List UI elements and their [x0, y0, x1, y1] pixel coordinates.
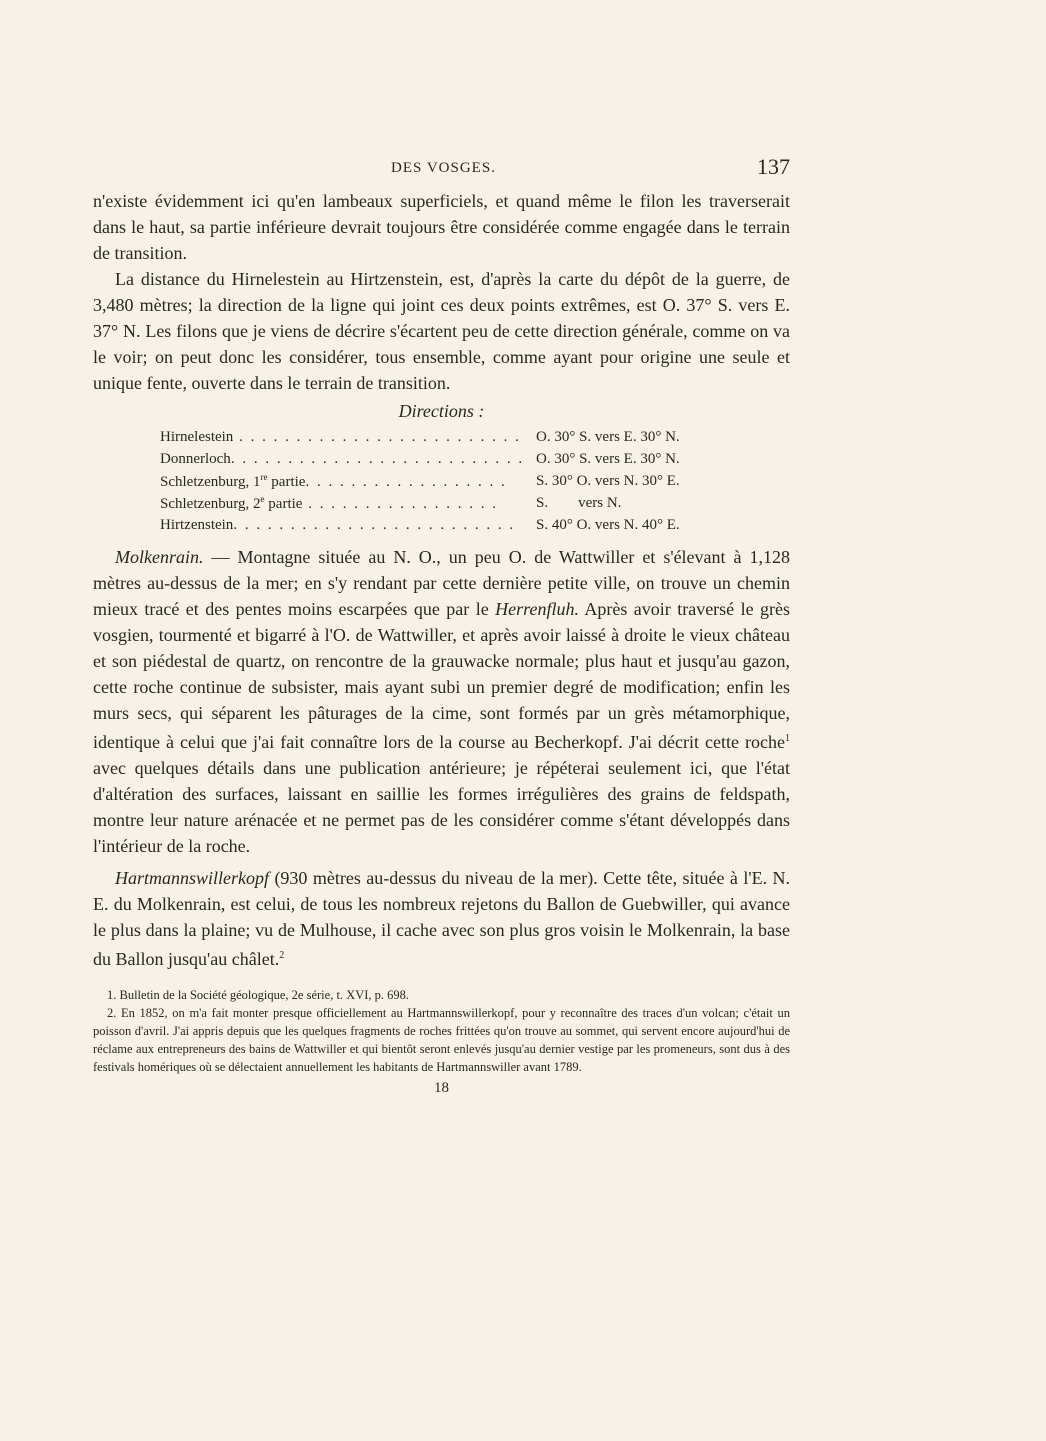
directions-row	[160, 448, 708, 470]
footnote-1: 1. Bulletin de la Société géologique, 2e série, t. XVI, p. 698.	[107, 988, 410, 1002]
leader-dots: . . . . . . . . . . . . . . . . . . . . . . . . .	[233, 516, 516, 533]
ordinal-suffix: re	[260, 471, 268, 482]
page-number: 137	[757, 154, 790, 179]
place-part: partie	[267, 473, 306, 490]
footnote-ref-1: 1	[785, 733, 790, 744]
directions-caption: Directions :	[398, 401, 485, 421]
directions-row	[160, 426, 708, 448]
molkenrain-text-a: — Montagne située au N. O., un peu O. de Wattwiller et s'élevant à 1,128 mètres au-dessus de la mer; en s'y rendant par cette dernière petite ville, on trouve un chemin mieux tracé et des pentes moins escarpées que par le	[93, 547, 790, 619]
leader-dots: . . . . . . . . . . . . . . . . . . . . . . . . . .	[230, 450, 525, 467]
footnote-2: 2. En 1852, on m'a fait monter presque officiellement au Hartmannswillerkopf, pour y reconnaître des traces d'un volcan; c'était un poisson d'avril. J'ai appris depuis que les quelques fragments de roches frittées qu'on trouve au sommet, qui servent encore aujourd'hui de réclame aux entrepreneurs des bains de Wattwiller et qui bientôt seront enlevés jusqu'au dernier vestige par les promeneurs, sont dus à des festivals homériques où se délectaient annuellement les habitants de Hartmannswiller avant 1789.	[93, 1006, 790, 1074]
molkenrain-text-c: avec quelques détails dans une publication antérieure; je répéterai seulement ici, que l'état d'altération des surfaces, laissant en saillie les formes irrégulières des grains de feldspath, montre leur nature arénacée et ne permet pas de les considérer comme s'étant développés dans l'intérieur de la roche.	[93, 758, 790, 856]
paragraph-distance: La distance du Hirnelestein au Hirtzenstein, est, d'après la carte du dépôt de la guerre, de 3,480 mètres; la direction de la ligne qui joint ces deux points extrêmes, est O. 37° S. vers E. 37° N. Les filons que je viens de décrire s'écartent peu de cette direction générale, comme on va le voir; on peut donc les considérer, tous ensemble, comme ayant pour origine une seule et unique fente, ouverte dans le terrain de transition.	[93, 269, 790, 393]
paragraph-molkenrain	[93, 544, 790, 859]
leader-dots: . . . . . . . . . . . . . . . . . . . . . . . . .	[233, 428, 521, 445]
place-name: Hirtzenstein	[160, 516, 234, 533]
leader-dots: . . . . . . . . . . . . . . . . .	[302, 495, 498, 512]
molkenrain-text-b: Après avoir traversé le grès vosgien, tourmenté et bigarré à l'O. de Wattwiller, et après avoir laissé à droite le vieux château et son piédestal de quartz, on rencontre de la grauwacke normale; plus haut et jusqu'au gazon, cette roche continue de subsister, mais ayant subi un premier degré de modification; enfin les murs secs, qui séparent les pâturages de la cime, sont formés par un grès métamorphique, identique à celui que j'ai fait connaître lors de la course au Becherkopf. J'ai décrit cette roche	[93, 599, 791, 752]
molkenrain-title: Molkenrain.	[115, 547, 204, 567]
direction-place	[160, 470, 530, 492]
direction-place	[160, 426, 530, 448]
place-name: Hirnelestein	[160, 428, 234, 445]
ordinal-suffix: e	[260, 493, 265, 504]
signature-mark: 18	[434, 1080, 449, 1096]
direction-place	[160, 448, 530, 470]
running-title: DES VOSGES.	[391, 160, 496, 176]
direction-place	[160, 514, 530, 536]
place-name: Donnerloch	[160, 450, 231, 467]
direction-value: S. 30° O. vers N. 30° E.	[536, 472, 680, 489]
footnotes	[93, 986, 790, 1076]
direction-value: O. 30° S. vers E. 30° N.	[536, 450, 680, 467]
place-name: Schletzenburg, 2	[160, 495, 261, 512]
direction-value: O. 30° S. vers E. 30° N.	[536, 428, 680, 445]
hartmannswillerkopf-title: Hartmannswillerkopf	[115, 868, 270, 888]
direction-value: S. 40° O. vers N. 40° E.	[536, 516, 680, 533]
place-part: partie	[264, 495, 303, 512]
page-header	[93, 156, 790, 182]
direction-place	[160, 492, 530, 514]
paragraph-hartmannswillerkopf	[93, 865, 790, 972]
page-body	[93, 188, 790, 1097]
paragraph-continuation: n'existe évidemment ici qu'en lambeaux superficiels, et quand même le filon les traverserait dans le haut, sa partie inférieure devrait toujours être considérée comme engagée dans le terrain de transition.	[93, 191, 790, 263]
directions-table	[160, 426, 708, 536]
leader-dots: . . . . . . . . . . . . . . . . . .	[305, 473, 507, 490]
direction-value: S. vers N.	[536, 494, 622, 511]
footnote-ref-2: 2	[279, 950, 285, 961]
hartmannswillerkopf-text: (930 mètres au-dessus du niveau de la mer). Cette tête, située à l'E. N. E. du Molkenrain, est celui, de tous les nombreux rejetons du Ballon de Guebwiller, qui avance le plus dans la plaine; vu de Mulhouse, il cache avec son plus gros voisin le Molkenrain, la base du Ballon jusqu'au châlet.	[93, 868, 790, 969]
directions-row	[160, 492, 708, 514]
place-name: Schletzenburg, 1	[160, 473, 261, 490]
directions-row	[160, 470, 708, 492]
herrenfluh-name: Herrenfluh.	[495, 599, 579, 619]
directions-row	[160, 514, 708, 536]
